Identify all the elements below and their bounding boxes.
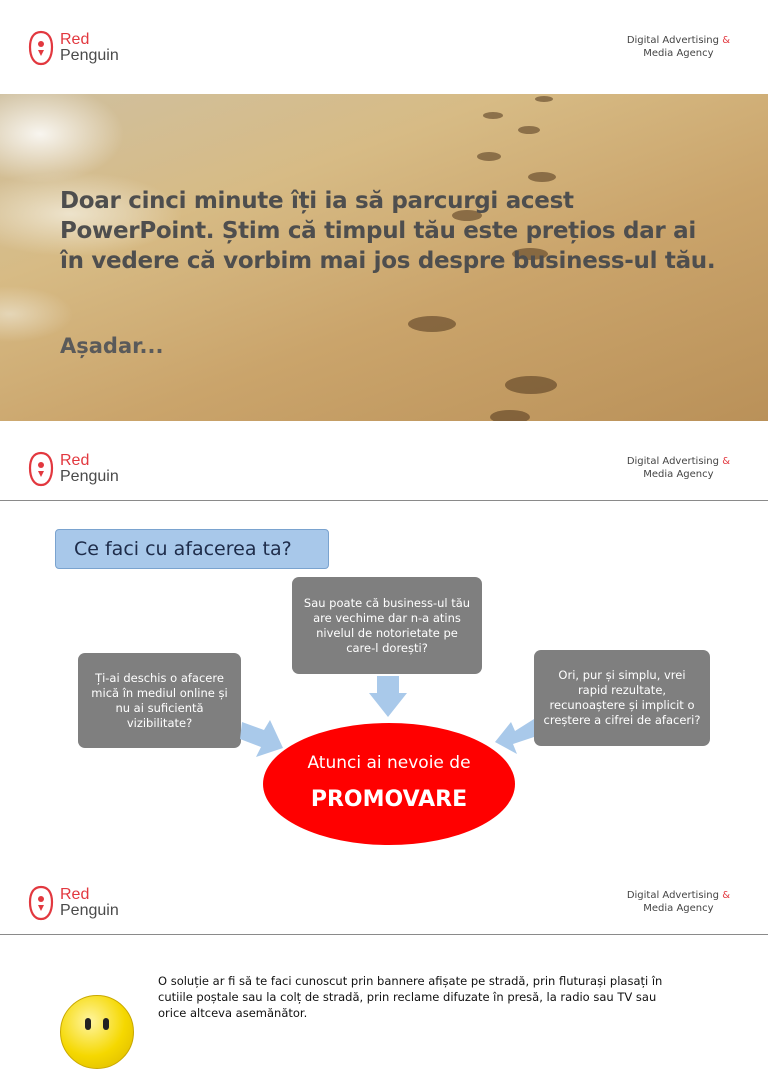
promotion-oval [263,723,515,845]
logo-text-penguin: Penguin [60,468,119,485]
slide-title-box [55,529,329,569]
logo-text-red: Red [60,452,90,469]
header-divider [0,500,768,501]
hero-subtitle: Așadar... [60,334,164,358]
tagline-part1: Digital Advertising [626,890,719,901]
logo-text-red: Red [60,31,90,48]
smiley-icon [60,995,134,1069]
tagline-part1: Digital Advertising [626,35,719,46]
header-divider [0,934,768,935]
tagline-part2: Media Agency [643,469,714,480]
agency-tagline [627,455,730,481]
tagline-part2: Media Agency [643,903,714,914]
agency-tagline [627,34,730,60]
red-penguin-logo-icon [28,30,54,66]
footprint [408,316,456,332]
arrow-left-icon [495,719,534,754]
question-box-right: Ori, pur și simplu, vrei rapid rezultate, recunoaștere și implicit o creștere a cifrei de afaceri? [534,650,710,746]
header-slide2 [0,421,768,501]
footprint [505,376,557,394]
footprint [535,96,553,102]
tagline-amp: & [722,456,730,467]
header-slide1 [0,0,768,80]
arrow-down-icon [369,676,407,717]
tagline-amp: & [722,890,730,901]
tagline-part1: Digital Advertising [626,456,719,467]
red-penguin-logo-icon [28,451,54,487]
brand-logo [28,885,138,925]
question-box-top: Sau poate că business-ul tău are vechime dar n-a atins nivelul de notorietate pe care-l dorești? [292,577,482,674]
slide-title: Ce faci cu afacerea ta? [74,538,292,560]
tagline-part2: Media Agency [643,48,714,59]
arrow-right-icon [240,720,283,757]
brand-logo [28,451,138,491]
agency-tagline [627,889,730,915]
footprint [518,126,540,134]
red-penguin-logo-icon [28,885,54,921]
smiley-eye [85,1018,91,1030]
footprint [528,172,556,182]
tagline-amp: & [722,35,730,46]
beach-hero-slide [0,94,768,432]
logo-text-penguin: Penguin [60,902,119,919]
oval-line2: PROMOVARE [310,787,468,812]
question-box-left: Ți-ai deschis o afacere mică în mediul online și nu ai suficientă vizibilitate? [78,653,241,748]
header-slide3 [0,855,768,935]
hero-headline: Doar cinci minute îți ia să parcurgi acest PowerPoint. Știm că timpul tău este prețios dar ai în vedere că vorbim mai jos despre business-ul tău. [60,188,716,274]
footprint [477,152,501,161]
oval-line1: Atunci ai nevoie de [307,753,471,773]
logo-text-red: Red [60,886,90,903]
smiley-eye [103,1018,109,1030]
footprint [483,112,503,119]
logo-text-penguin: Penguin [60,47,119,64]
solution-text: O soluție ar fi să te faci cunoscut prin bannere afișate pe stradă, prin fluturași plasați în cutiile poștale sau la colț de stradă, prin reclame difuzate în presă, la radio sau TV sau orice altceva asemănător. [158,974,663,1020]
brand-logo [28,30,138,70]
